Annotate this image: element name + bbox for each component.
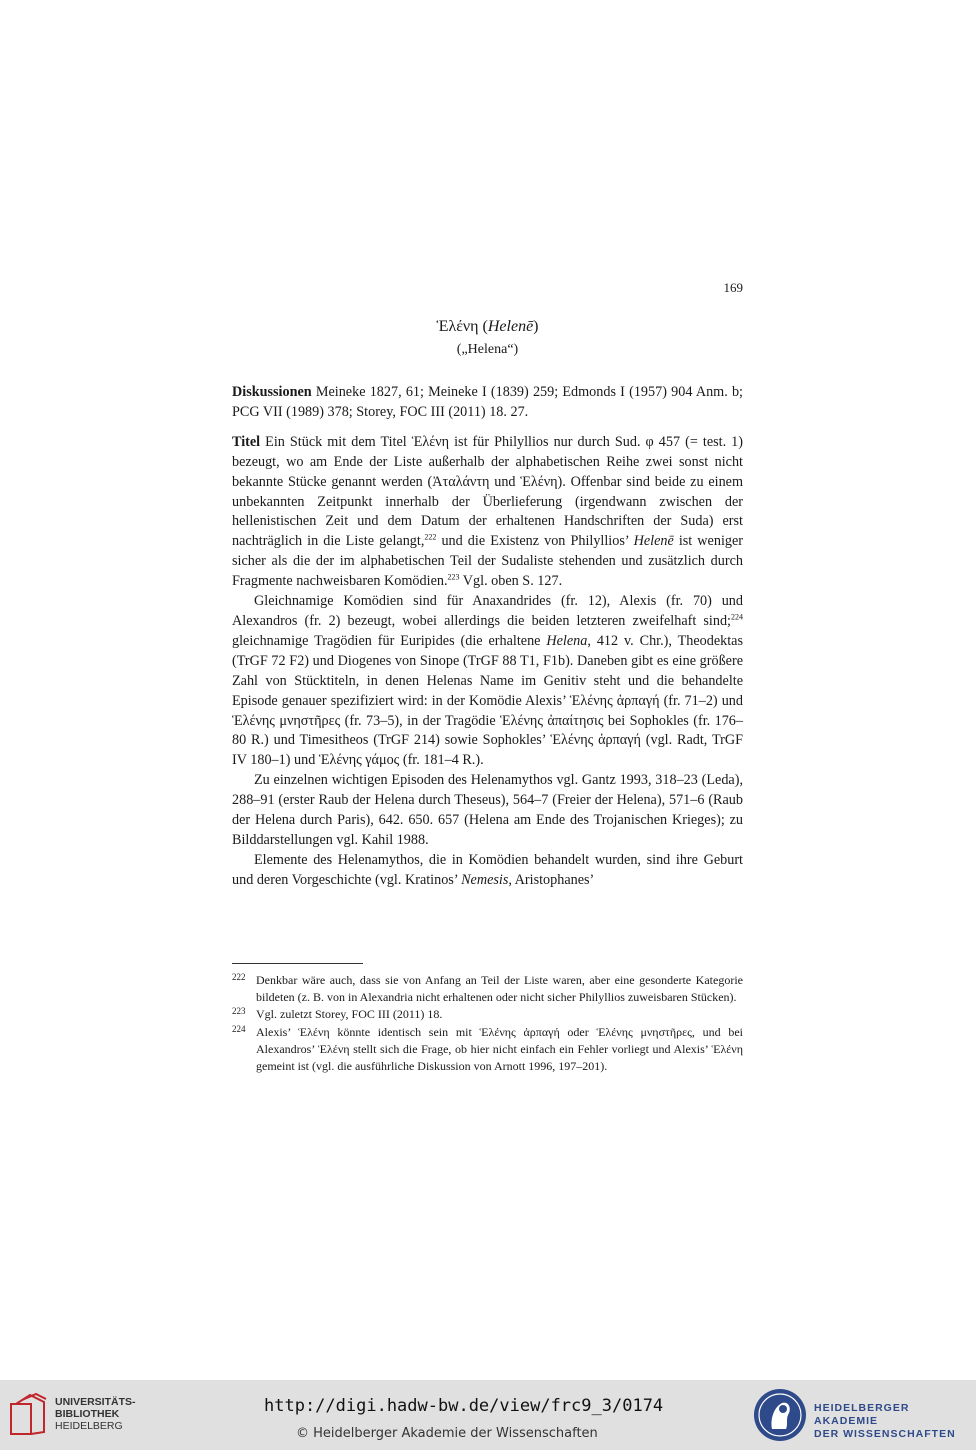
body-text [232, 383, 743, 891]
titel-text-4: Vgl. oben S. 127. [459, 573, 563, 590]
footnotes [232, 972, 743, 1075]
comedies-italic: Helena [546, 632, 588, 649]
diskussionen-label: Diskussionen [232, 384, 312, 400]
titel-label: Titel [232, 433, 261, 450]
page-number: 169 [723, 280, 743, 295]
titel-text-2: und die Existenz von Philyllios’ [436, 533, 634, 550]
footnote-223 [232, 1006, 743, 1023]
footnote-number: 223 [232, 1006, 246, 1017]
academy-seal-icon[interactable] [752, 1387, 808, 1443]
footnote-ref-224[interactable]: 224 [731, 612, 743, 622]
footnote-224 [232, 1024, 743, 1076]
footnote-number: 224 [232, 1023, 246, 1034]
ub-line-1: UNIVERSITÄTS- [55, 1396, 136, 1408]
footnote-text: Alexis’ Ἑλένη könnte identisch sein mit Ἑλένης ἁρπαγή oder Ἑλένης μνηστῆρες, und bei Alexandros’ Ἑλένη stellt sich die Frage, ob hier nicht einfach ein Fehler vorliegt und Alexis’ Ἑλένη gemeint ist (vgl. die ausführliche Diskussion von Arnott 1996, 197–201). [256, 1024, 743, 1074]
episodes-paragraph: Zu einzelnen wichtigen Episoden des Helenamythos vgl. Gantz 1993, 318–23 (Leda), 288–91 (erster Raub der Helena durch Theseus), 564–7 (Freier der Helena), 571–6 (Raub der Helena durch Paris), 642. 650. 657 (Helena am Ende des Trojanischen Krieges); zu Bilddarstellungen vgl. Kahil 1988. [232, 772, 743, 848]
titel-paragraph [232, 433, 743, 592]
footnote-ref-223[interactable]: 223 [447, 572, 460, 582]
elements-paragraph [232, 851, 743, 891]
ub-line-2: BIBLIOTHEK [55, 1408, 120, 1420]
comedies-paragraph [232, 592, 743, 771]
footer-bar [0, 1380, 976, 1450]
comedies-text-c: , 412 v. Chr.), Theodektas (TrGF 72 F2) und Diogenes von Sinope (TrGF 88 T1, F1b). Daneben gibt es eine größere Zahl von Stücktiteln, in denen Helenas Name im Genitiv steht und die behandelte Episode genauer spezifiziert wird: in der Komödie Alexis’ Ἑλένης ἁρπαγή (fr. 71–2) und Ἑλένης μνηστῆρες (fr. 73–5), in der Tragödie Ἑλένης ἀπαίτησις bei Sophokles (fr. 176–80 R.) und Timesitheos (TrGF 214) sowie Sophokles’ Ἑλένης ἁρπαγή (vgl. Radt, TrGF IV 180–1) und Ἑλένης γάμος (fr. 181–4 R.). [232, 632, 743, 769]
academy-line-2: DER WISSENSCHAFTEN [814, 1428, 956, 1440]
footnote-text: Denkbar wäre auch, dass sie von Anfang an Teil der Liste waren, aber eine gesonderte Kategorie bildeten (z. B. von in Alexandria nicht erhaltenen oder nicht sicher Philyllios zuweisbaren Stücken). [256, 973, 743, 1005]
diskussionen-text: Meineke 1827, 61; Meineke I (1839) 259; Edmonds I (1957) 904 Anm. b; PCG VII (1989) 378; Storey, FOC III (2011) 18. 27. [232, 384, 743, 420]
elements-text-b: , Aristophanes’ [508, 871, 595, 888]
title-translit: Helenē [487, 318, 534, 335]
diskussionen-paragraph [232, 383, 743, 423]
footnote-number: 222 [232, 972, 246, 982]
titel-text: Ein Stück mit dem Titel Ἑλένη ist für Philyllios nur durch Sud. φ 457 (= test. 1) bezeugt, wo am Ende der Liste außerhalb der alphabetischen Reihe zwei sonst nicht bekannte Stücke genannt werden (Ἀταλάντη und Ἑλένη). Offenbar sind beide zu einem unbekannten Zeitpunkt innerhalb der Überlieferung (irgendwann zwischen der hellenistischen Zeit und dem Datum der erhaltenen Handschriften der Suda) erst nachträglich in die Liste gelangt, [232, 433, 743, 550]
page-title: Ἑλένη (Helenē) [436, 318, 539, 335]
title-greek: Ἑλένη [436, 318, 479, 335]
footer-url-link[interactable]: http://digi.hadw-bw.de/view/frc9_3/0174 [264, 1396, 664, 1416]
elements-italic: Nemesis [461, 871, 509, 888]
comedies-text-a: Gleichnamige Komödien sind für Anaxandrides (fr. 12), Alexis (fr. 70) und Alexandros (fr. 2) bezeugt, wobei allerdings die beiden letzteren zweifelhaft sind; [232, 593, 743, 629]
footnote-222 [232, 972, 743, 1006]
footnote-divider [232, 963, 363, 964]
university-library-logo-icon[interactable] [8, 1392, 48, 1440]
ub-line-3: HEIDELBERG [55, 1420, 123, 1432]
page-subtitle: („Helena“) [456, 342, 519, 357]
comedies-text-b: gleichnamige Tragödien für Euripides (die erhaltene [232, 632, 547, 649]
elements-text-a: Elemente des Helenamythos, die in Komödien behandelt wurden, sind ihre Geburt und deren Vorgeschichte (vgl. Kratinos’ [232, 851, 743, 888]
footnote-text: Vgl. zuletzt Storey, FOC III (2011) 18. [256, 1007, 443, 1022]
titel-text-3: ist weniger sicher als die der im alphabetischen Teil der Sudaliste stehenden und zusätzlich durch Fragmente nachweisbaren Komödien. [232, 533, 743, 590]
university-library-name [55, 1396, 136, 1432]
academy-line-1: HEIDELBERGER AKADEMIE [814, 1402, 910, 1427]
titel-italic: Helenē [633, 533, 674, 550]
footer-copyright: © Heidelberger Akademie der Wissenschaften [296, 1426, 598, 1441]
academy-name [814, 1402, 976, 1441]
footnote-ref-222[interactable]: 222 [424, 532, 437, 542]
